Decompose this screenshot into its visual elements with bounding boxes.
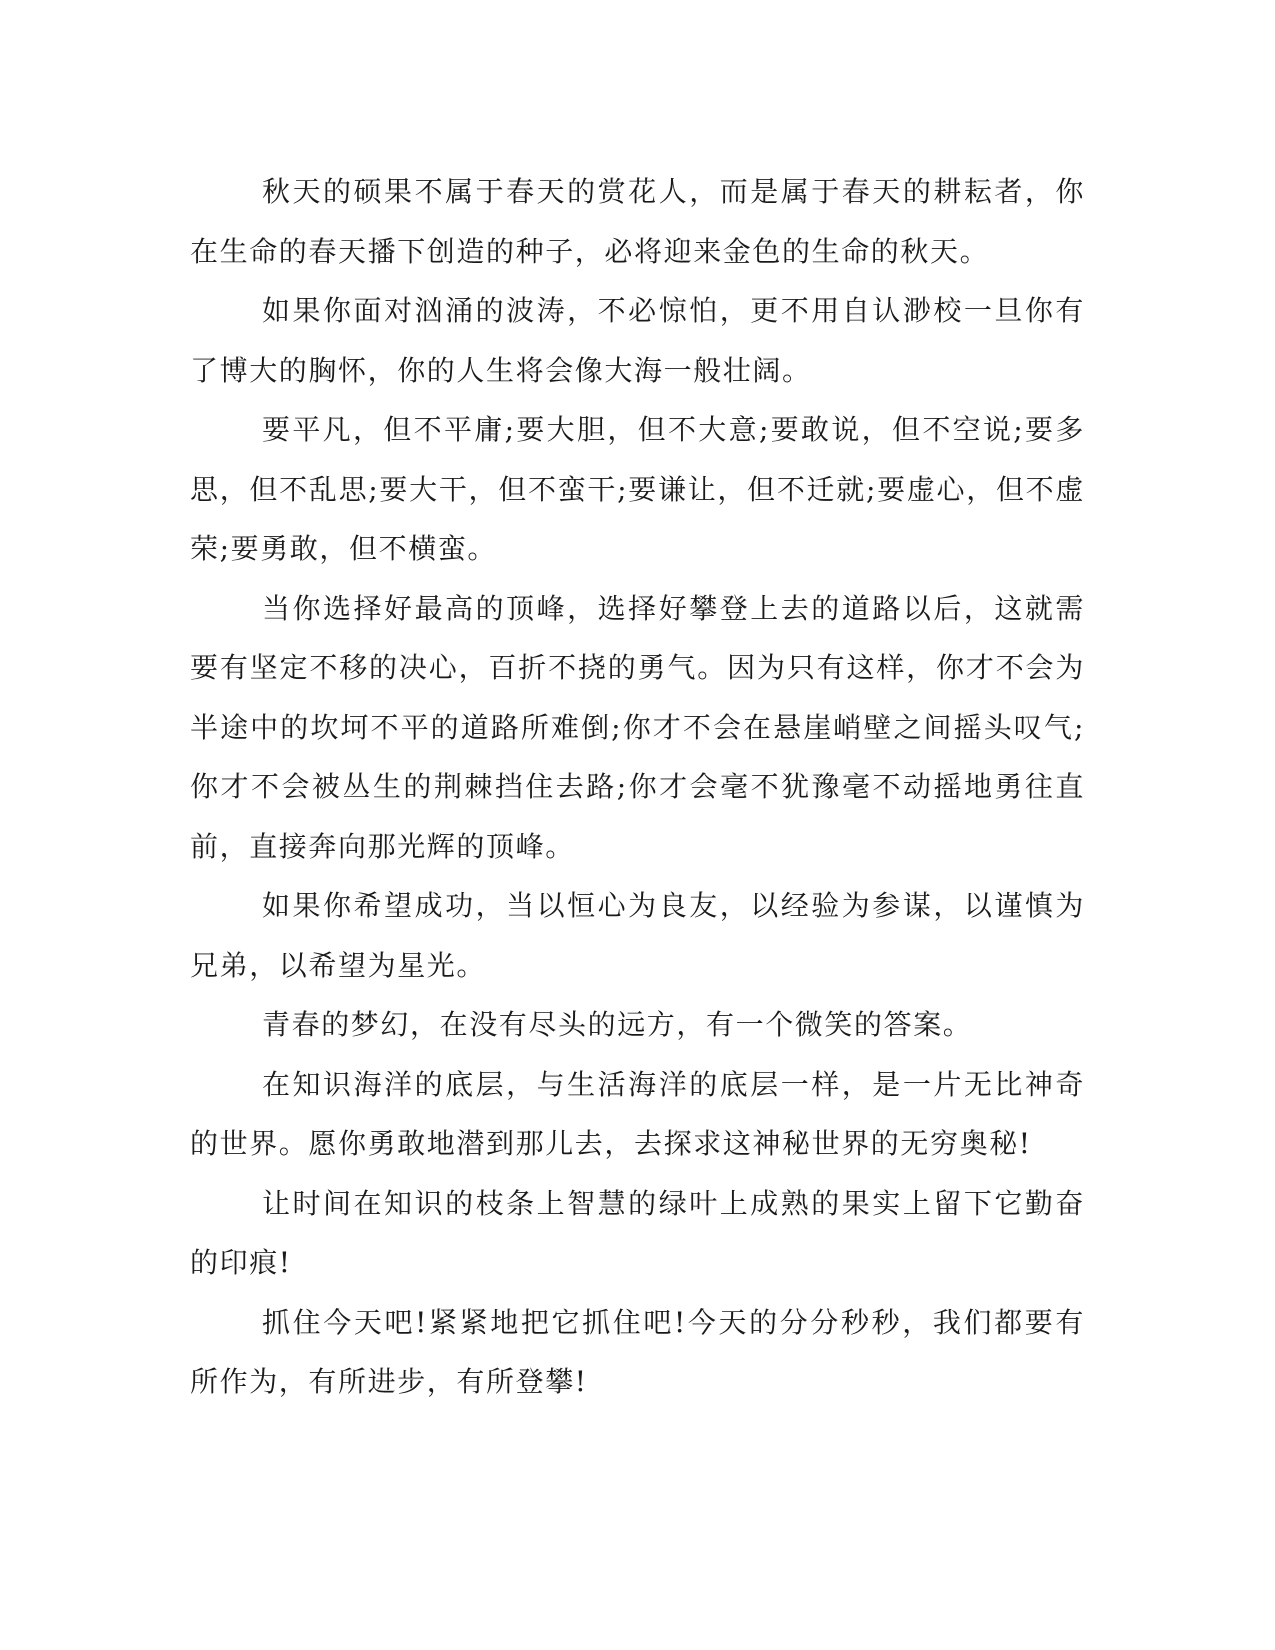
paragraph: 如果你面对汹涌的波涛，不必惊怕，更不用自认渺校一旦你有了博大的胸怀，你的人生将会像大海一般壮阔。 (190, 294, 1085, 387)
paragraph: 青春的梦幻，在没有尽头的远方，有一个微笑的答案。 (262, 1008, 973, 1041)
paragraph: 让时间在知识的枝条上智慧的绿叶上成熟的果实上留下它勤奋的印痕! (190, 1186, 1085, 1279)
document-body (190, 162, 1085, 1412)
paragraph: 要平凡，但不平庸;要大胆，但不大意;要敢说，但不空说;要多思，但不乱思;要大干，但不蛮干;要谦让，但不迁就;要虚心，但不虚荣;要勇敢，但不横蛮。 (190, 413, 1085, 565)
paragraph: 秋天的硕果不属于春天的赏花人，而是属于春天的耕耘者，你在生命的春天播下创造的种子，必将迎来金色的生命的秋天。 (190, 175, 1085, 268)
paragraph: 当你选择好最高的顶峰，选择好攀登上去的道路以后，这就需要有坚定不移的决心，百折不挠的勇气。因为只有这样，你才不会为半途中的坎坷不平的道路所难倒;你才不会在悬崖峭壁之间摇头叹气;你才不会被丛生的荆棘挡住去路;你才会毫不犹豫毫不动摇地勇往直前，直接奔向那光辉的顶峰。 (190, 591, 1085, 863)
paragraph: 在知识海洋的底层，与生活海洋的底层一样，是一片无比神奇的世界。愿你勇敢地潜到那儿去，去探求这神秘世界的无穷奥秘! (190, 1067, 1085, 1160)
paragraph: 抓住今天吧!紧紧地把它抓住吧!今天的分分秒秒，我们都要有所作为，有所进步，有所登攀! (190, 1305, 1085, 1398)
paragraph: 如果你希望成功，当以恒心为良友，以经验为参谋，以谨慎为兄弟，以希望为星光。 (190, 889, 1085, 982)
